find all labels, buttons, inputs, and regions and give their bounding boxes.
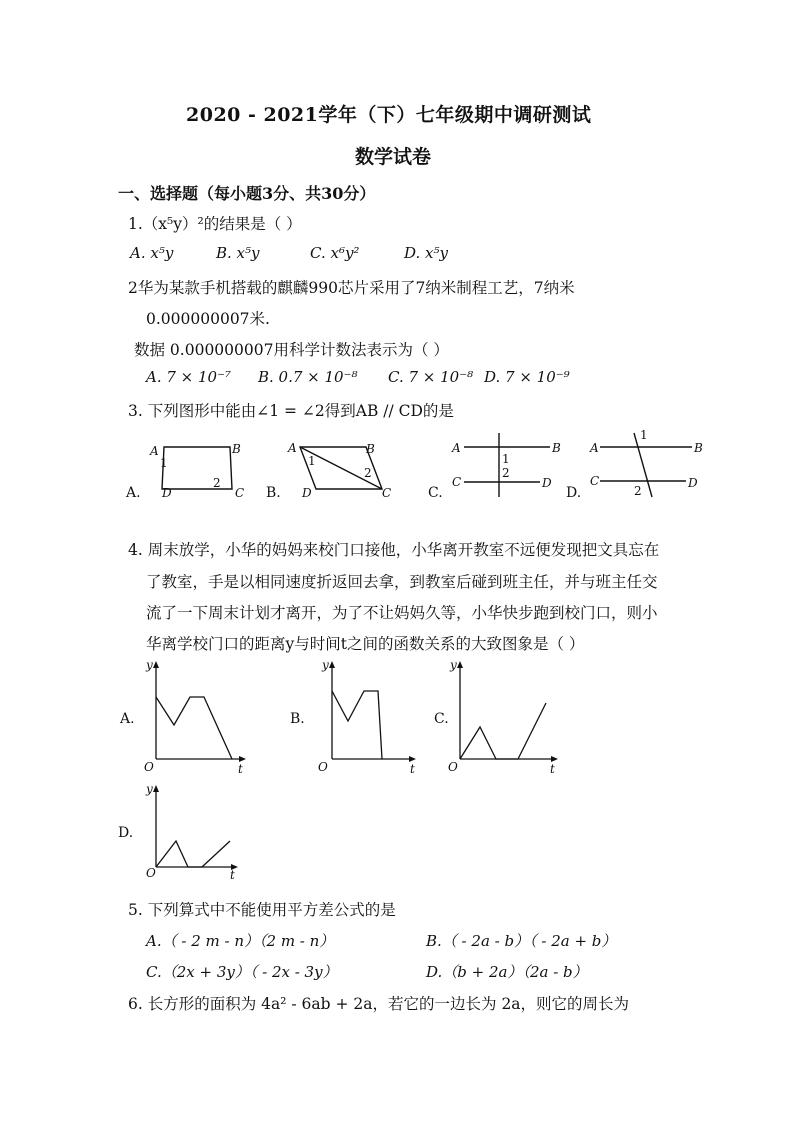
q5-option-d: D.（b + 2a）（2a - b） <box>426 963 588 981</box>
exam-title: 2020 - 2021学年（下）七年级期中调研测试 <box>186 104 592 126</box>
q4-b-curve <box>332 691 382 759</box>
q5-option-a: A.（ - 2 m - n）（2 m - n） <box>146 932 335 950</box>
q4-d-curve <box>156 841 230 867</box>
q1-option-b: B. x⁵y <box>216 244 260 262</box>
section-heading: 一、选择题（每小题3分、共30分） <box>118 184 376 203</box>
q4-option-a: A. <box>120 711 135 727</box>
q3-c-label-2: 2 <box>502 466 510 480</box>
question-1-stem: 1.（x⁵y）²的结果是（ ） <box>128 215 302 233</box>
q3-option-d: D. <box>566 485 582 501</box>
q4-b-origin: O <box>318 760 328 774</box>
q3-b-label-b: B <box>366 442 375 456</box>
q5-option-c: C.（2x + 3y）（ - 2x - 3y） <box>146 963 338 981</box>
q4-c-y-label: y <box>450 658 457 672</box>
q4-c-y-arrow <box>457 661 463 668</box>
q4-option-c: C. <box>434 711 449 727</box>
q4-c-origin: O <box>448 760 458 774</box>
q3-figure-a-shape <box>162 447 232 489</box>
question-4-line3: 流了一下周末计划才离开，为了不让妈妈久等，小华快步跑到校门口，则小 <box>146 604 658 622</box>
q3-c-label-b: B <box>552 441 561 455</box>
q3-d-label-b: B <box>694 441 703 455</box>
q3-option-a: A. <box>126 485 141 501</box>
question-4-line4: 华离学校门口的距离y与时间t之间的函数关系的大致图象是（ ） <box>146 635 585 653</box>
q1-option-c: C. x⁶y² <box>310 244 360 262</box>
q3-b-label-1: 1 <box>308 454 316 468</box>
q3-a-label-c: C <box>235 486 245 500</box>
q3-c-label-c: C <box>452 475 462 489</box>
q3-d-label-1: 1 <box>640 428 648 442</box>
q4-d-x-label: t <box>230 868 235 882</box>
q1-option-d: D. x⁵y <box>404 244 448 262</box>
q3-b-label-a: A <box>288 441 297 455</box>
q2-option-a: A. 7 × 10⁻⁷ <box>146 368 232 386</box>
q3-a-label-2: 2 <box>213 476 221 490</box>
q3-a-label-b: B <box>232 442 241 456</box>
q3-d-label-2: 2 <box>634 484 642 498</box>
q2-option-d: D. 7 × 10⁻⁹ <box>484 368 570 386</box>
q3-a-label-1: 1 <box>160 456 168 470</box>
question-2-line1: 2华为某款手机搭载的麒麟990芯片采用了7纳米制程工艺，7纳米 <box>128 279 575 297</box>
q3-c-label-1: 1 <box>502 452 510 466</box>
q4-b-x-label: t <box>410 762 415 776</box>
q3-c-label-a: A <box>452 441 461 455</box>
question-4-line1: 4. 周末放学，小华的妈妈来校门口接他，小华离开教室不远便发现把文具忘在 <box>128 541 660 559</box>
q3-a-label-a: A <box>150 444 159 458</box>
q4-a-x-label: t <box>238 762 243 776</box>
q4-option-d: D. <box>118 825 134 841</box>
q4-b-y-arrow <box>329 661 335 668</box>
q5-option-b: B.（ - 2a - b）（ - 2a + b） <box>426 932 617 950</box>
q2-option-b: B. 0.7 × 10⁻⁸ <box>258 368 358 386</box>
q4-d-y-arrow <box>153 785 159 792</box>
question-4-line2: 了教室，手是以相同速度折返回去拿，到教室后碰到班主任，并与班主任交 <box>146 573 658 591</box>
q4-d-y-label: y <box>146 782 153 796</box>
q4-a-origin: O <box>144 760 154 774</box>
q3-c-label-d: D <box>542 476 552 490</box>
q3-d-label-a: A <box>590 441 599 455</box>
q3-option-c: C. <box>428 485 443 501</box>
q4-a-y-label: y <box>146 658 153 672</box>
question-3-stem: 3. 下列图形中能由∠1 = ∠2得到AB // CD的是 <box>128 402 454 420</box>
question-2-line2: 0.000000007米. <box>146 310 270 328</box>
q4-a-y-arrow <box>153 661 159 668</box>
q4-c-x-label: t <box>550 762 555 776</box>
q3-b-label-c: C <box>382 486 392 500</box>
q3-b-label-2: 2 <box>364 466 372 480</box>
q3-b-label-d: D <box>302 486 312 500</box>
q4-d-origin: O <box>146 866 156 880</box>
q3-a-label-d: D <box>162 486 172 500</box>
question-6-stem: 6. 长方形的面积为 4a² - 6ab + 2a，若它的一边长为 2a，则它的周长为 <box>128 995 630 1013</box>
q4-a-curve <box>156 697 232 759</box>
q3-option-b: B. <box>266 485 281 501</box>
question-2-line3: 数据 0.000000007用科学计数法表示为（ ） <box>134 341 449 359</box>
q4-graphs <box>110 655 570 885</box>
q1-option-a: A. x⁵y <box>130 244 174 262</box>
q4-option-b: B. <box>290 711 305 727</box>
q3-d-label-c: C <box>590 474 600 488</box>
q4-b-y-label: y <box>322 658 329 672</box>
q2-option-c: C. 7 × 10⁻⁸ <box>388 368 474 386</box>
q3-figures <box>110 425 710 510</box>
q4-c-curve <box>460 703 546 759</box>
exam-subtitle: 数学试卷 <box>355 146 432 168</box>
question-5-stem: 5. 下列算式中不能使用平方差公式的是 <box>128 901 396 919</box>
q3-d-label-d: D <box>688 476 698 490</box>
